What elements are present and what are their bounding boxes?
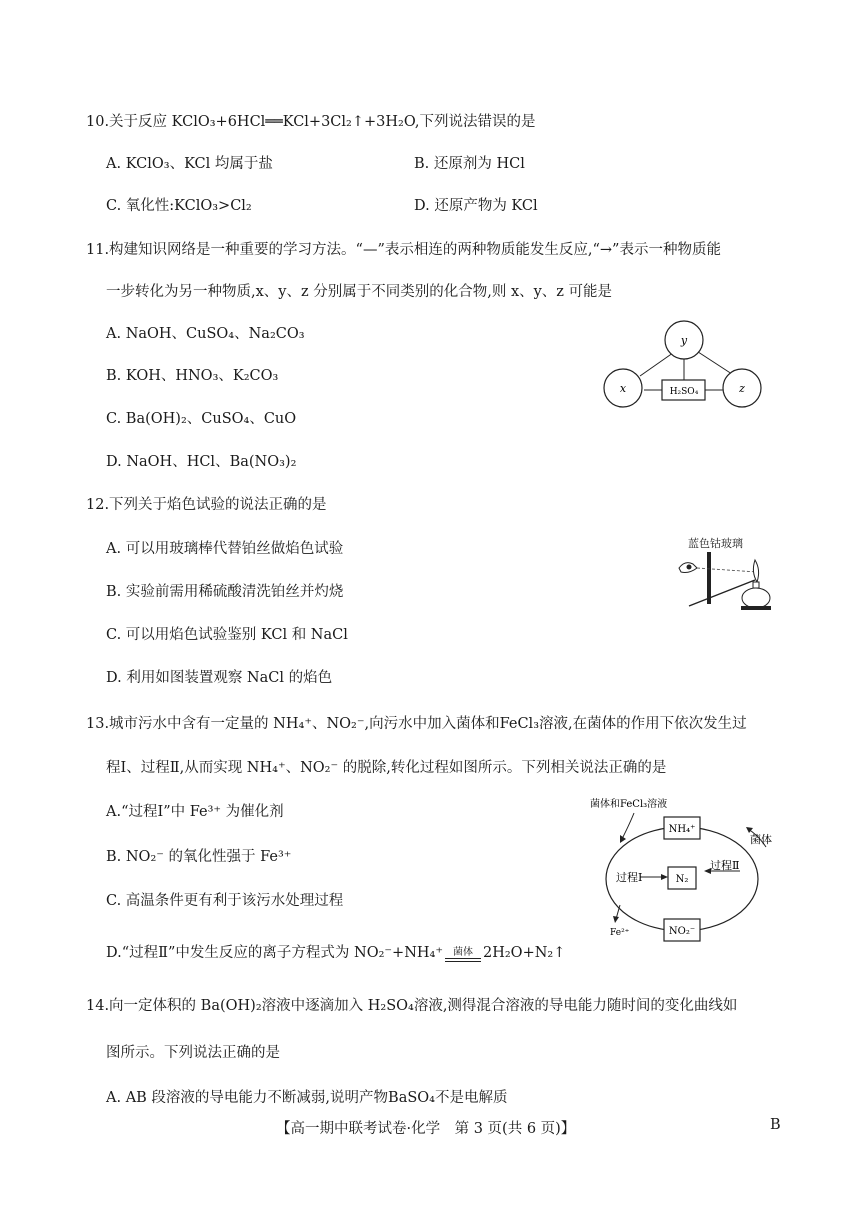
q11-stem-line1: 11.构建知识网络是一种重要的学习方法。“—”表示相连的两种物质能发生反应,“→”表示一种物质能 [86,242,721,258]
cobalt-glass-plate [707,552,711,604]
q13-option-b: B. NO₂⁻ 的氧化性强于 Fe³⁺ [106,849,292,865]
process-2-label: 过程Ⅱ [710,859,740,872]
node-y-label: y [680,334,688,347]
q12-option-c: C. 可以用焰色试验鉴别 KCl 和 NaCl [106,627,348,643]
q14-stem-line1: 14.向一定体积的 Ba(OH)₂溶液中逐滴加入 H₂SO₄溶液,测得混合溶液的导电能力随时间的变化曲线如 [86,998,738,1014]
q13-stem-line2: 程Ⅰ、过程Ⅱ,从而实现 NH₄⁺、NO₂⁻ 的脱除,转化过程如图所示。下列相关说法正确的是 [106,760,667,776]
nh4-label: NH₄⁺ [668,824,696,835]
q13-stem-line1: 13.城市污水中含有一定量的 NH₄⁺、NO₂⁻,向污水中加入菌体和FeCl₃溶液,在菌体的作用下依次发生过 [86,716,747,732]
q12-option-a: A. 可以用玻璃棒代替铂丝做焰色试验 [106,541,344,557]
q10-option-a: A. KClO₃、KCl 均属于盐 [106,156,273,172]
no2-label: NO₂⁻ [668,926,696,937]
q14-stem-line2: 图所示。下列说法正确的是 [106,1045,280,1061]
version-mark: B [770,1117,781,1133]
reaction-condition: 菌体 [453,947,473,958]
node-x-label: x [619,382,627,395]
q13-option-d-product: 2H₂O+N₂↑ [483,945,566,961]
fe2-label: Fe²⁺ [610,928,630,938]
q11-relation-diagram [600,318,770,414]
q11-option-c: C. Ba(OH)₂、CuSO₄、CuO [106,411,297,427]
h2so4-label: H₂SO₄ [669,387,699,397]
q14-option-a: A. AB 段溶液的导电能力不断减弱,说明产物BaSO₄不是电解质 [106,1090,508,1106]
q10-option-c: C. 氧化性:KClO₃>Cl₂ [106,198,252,214]
q12-option-b: B. 实验前需用稀硫酸清洗铂丝并灼烧 [106,584,344,600]
q11-option-b: B. KOH、HNO₃、K₂CO₃ [106,368,279,384]
q11-stem-line2: 一步转化为另一种物质,x、y、z 分别属于不同类别的化合物,则 x、y、z 可能是 [106,284,613,300]
q13-option-d-text: D.“过程Ⅱ”中发生反应的离子方程式为 NO₂⁻+NH₄⁺ [106,945,443,961]
q13-cycle-diagram [590,795,790,945]
q12-option-d: D. 利用如图装置观察 NaCl 的焰色 [106,670,333,686]
q13-option-d [106,941,565,962]
node-z-label: z [739,382,745,395]
alcohol-lamp [742,588,770,608]
q13-option-a: A.“过程Ⅰ”中 Fe³⁺ 为催化剂 [106,804,284,820]
process-1-label: 过程Ⅰ [616,871,643,884]
page-footer: 【高一期中联考试卷·化学 第 3 页(共 6 页)】 [276,1121,576,1137]
cobalt-glass-label: 蓝色钴玻璃 [688,537,743,550]
flame-icon [753,560,758,582]
q10-stem: 10.关于反应 KClO₃+6HCl══KCl+3Cl₂↑+3H₂O,下列说法错误的是 [86,114,536,130]
q10-option-b: B. 还原剂为 HCl [414,156,525,172]
q11-option-d: D. NaOH、HCl、Ba(NO₃)₂ [106,454,297,470]
q11-option-a: A. NaOH、CuSO₄、Na₂CO₃ [106,326,305,342]
n2-label: N₂ [675,874,689,885]
q12-stem: 12.下列关于焰色试验的说法正确的是 [86,497,327,513]
q10-option-d: D. 还原产物为 KCl [414,198,538,214]
right-label: 菌体 [750,833,772,846]
flame-test-figure [675,548,775,614]
q13-option-c: C. 高温条件更有利于该污水处理过程 [106,893,344,909]
top-label: 菌体和FeCl₃溶液 [590,799,668,810]
